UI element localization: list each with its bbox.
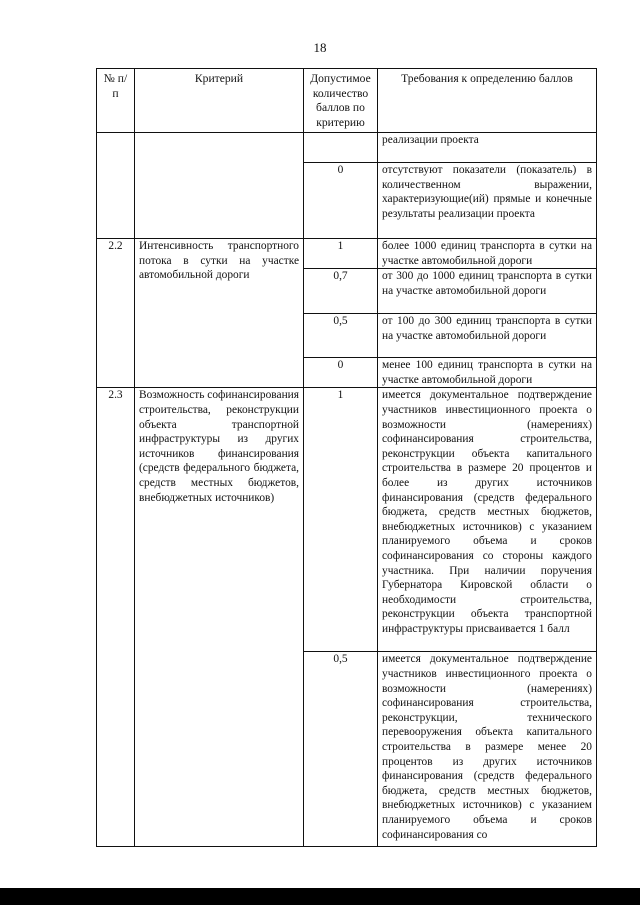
cell-requirement: отсутствуют показатели (показатель) в количественном выражении, характеризующие(ий) прямые и конечные результаты реализации проекта xyxy=(378,163,597,239)
table-row xyxy=(97,239,597,269)
header-points: Допустимое количество баллов по критерию xyxy=(304,69,378,133)
cell-requirement: имеется документальное подтверждение участников инвестиционного проекта о возможности (намерениях) софинансирования строительства, реконструкции объекта капитального строительства в размере 20 процентов и более из других источников финансирования (средств федерального бюджета, средств местных бюджетов, внебюджетных источников) с указанием планируемого объема и сроков софинансирования со стороны каждого участника. При наличии поручения Губернатора Кировской области о необходимости строительства, реконструкции объекта транспортной инфраструктуры присваивается 1 балл xyxy=(378,388,597,652)
cell-num: 2.3 xyxy=(97,388,135,847)
cell-requirement: более 1000 единиц транспорта в сутки на участке автомобильной дороги xyxy=(378,239,597,269)
cell-points: 0,5 xyxy=(304,652,378,847)
cell-points: 0,5 xyxy=(304,314,378,358)
cell-requirement: имеется документальное подтверждение участников инвестиционного проекта о возможности (намерениях) софинансирования строительства, реконструкции, технического перевооружения объекта капитального строительства в размере менее 20 процентов из других источников финансирования (средств федерального бюджета, средств местных бюджетов, внебюджетных источников) с указанием планируемого объема и сроков софинансирования со xyxy=(378,652,597,847)
table-row xyxy=(97,133,597,163)
cell-points: 1 xyxy=(304,239,378,269)
cell-points: 0 xyxy=(304,358,378,388)
cell-num: 2.2 xyxy=(97,239,135,388)
cell-criterion xyxy=(135,133,304,239)
cell-points: 0 xyxy=(304,163,378,239)
header-num: № п/п xyxy=(97,69,135,133)
cell-criterion: Интенсивность транспортного потока в сутки на участке автомобильной дороги xyxy=(135,239,304,388)
cell-num xyxy=(97,133,135,239)
scan-edge-bar xyxy=(0,888,640,905)
cell-points: 1 xyxy=(304,388,378,652)
header-row xyxy=(97,69,597,133)
cell-requirement: от 300 до 1000 единиц транспорта в сутки на участке автомобильной дороги xyxy=(378,269,597,314)
table-row xyxy=(97,388,597,652)
cell-requirement: от 100 до 300 единиц транспорта в сутки на участке автомобильной дороги xyxy=(378,314,597,358)
page-number: 18 xyxy=(313,40,327,55)
criteria-table xyxy=(96,68,597,847)
cell-points: 0,7 xyxy=(304,269,378,314)
cell-requirement: реализации проекта xyxy=(378,133,597,163)
cell-points xyxy=(304,133,378,163)
cell-requirement: менее 100 единиц транспорта в сутки на участке автомобильной дороги xyxy=(378,358,597,388)
header-criterion: Критерий xyxy=(135,69,304,133)
cell-criterion: Возможность софинансирования строительства, реконструкции объекта транспортной инфраструктуры из других источников финансирования (средств федерального бюджета, средств местных бюджетов, внебюджетных источников) xyxy=(135,388,304,847)
header-requirements: Требования к определению баллов xyxy=(378,69,597,133)
